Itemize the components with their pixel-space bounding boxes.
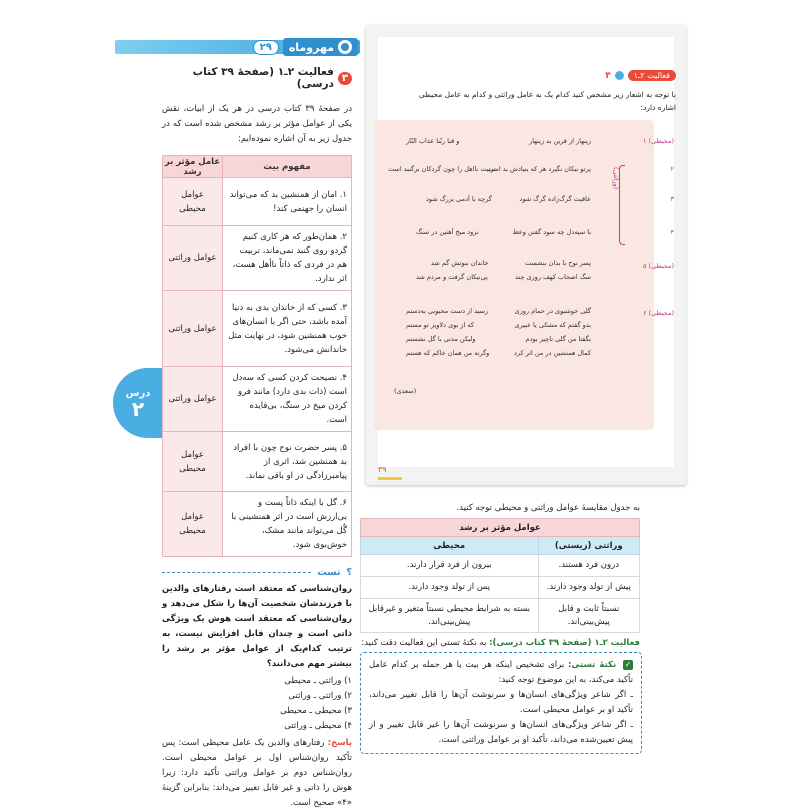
poem-tag: (محیطی) ۶ [642, 309, 674, 317]
test-options [162, 674, 352, 734]
poem-left: وگرنه من همان خاکم که هستم [406, 349, 490, 357]
table-cell: درون فرد هستند. [538, 555, 639, 577]
check-icon: ✓ [624, 660, 632, 669]
book-activity-pill: فعالیت ۲ـ۱ [628, 70, 676, 81]
tip-line-2: ـ اگر شاعر ویژگی‌های انسان‌ها و سرنوشت آن‌ها را غیر قابل تغییر و از پیش تعیین‌شده می‌داند، تأکید او بر عوامل وراثتی است. [369, 720, 633, 745]
option-3: ۳) محیطی ـ محیطی [280, 706, 352, 716]
test-answer [162, 736, 352, 811]
divider [162, 572, 311, 573]
test-question: روان‌شناسی که معتقد است رفتارهای والدین با فرزندشان شخصیت آن‌ها را شکل می‌دهد و روان‌شناسی که معتقد است هوش یک ویژگی ذاتی است و چندان قابل افزایش نیست، به ترتیب کدام‌یک از عوامل مؤثر بر رشد را بیشتر مهم می‌دانند؟ [162, 584, 352, 669]
table-cell: نسبتاً ثابت و قابل پیش‌بینی‌اند. [538, 599, 639, 633]
tip-label: نکتهٔ تستی: [568, 660, 617, 670]
table-row [163, 178, 352, 226]
main-column [162, 66, 352, 811]
page-number-bar [378, 477, 402, 480]
table-main-header: عوامل مؤثر بر رشد [361, 519, 640, 537]
brand-logo-icon [338, 40, 352, 54]
answer-text: رفتارهای والدین یک عامل محیطی است: پس تأکید روان‌شناس اول بر عوامل محیطی است. روان‌شناس دوم بر عوامل وراثتی تأکید دارد: زیرا هوش را ذاتی و غیر قابل تغییر می‌داند: بنابراین گزینهٔ «۴» صحیح است. [162, 738, 352, 808]
table-cell: بسته به شرایط محیطی نسبتاً متغیر و غیرقابل پیش‌بینی‌اند. [361, 599, 539, 633]
tip-line-1: ـ اگر شاعر ویژگی‌های انسان‌ها و سرنوشت آن‌ها را قابل تغییر می‌داند، تأکید او بر عوامل محیطی است. [369, 690, 633, 715]
book-page-number: ۳۹ [378, 465, 387, 474]
table-row [361, 577, 640, 599]
page-number: ۲۹ [253, 40, 279, 55]
poem-left: نرود میخ آهنین در سنگ [416, 228, 479, 236]
concept-cell: ۵. پسر حضرت نوح چون با افراد بد همنشین شد، اثری از پیامبرزادگی در او باقی نماند. [223, 432, 352, 492]
poem-left: گرچه با آدمی بزرگ شود [426, 195, 492, 203]
col-header-environmental: محیطی [361, 537, 539, 555]
col-header-factor: عامل مؤثر بر رشد [163, 156, 223, 178]
table-row [163, 432, 352, 492]
lesson-number: ۲ [131, 396, 145, 421]
activity2-label: فعالیت ۲ـ۱ (صفحهٔ ۳۹ کتاب درسی): [489, 638, 640, 648]
poem-right: کمال همنشین در من اثر کرد [514, 349, 591, 357]
option-4: ۴) محیطی ـ وراثتی [284, 721, 352, 731]
col-header-hereditary: وراثتی (زیستی) [538, 537, 639, 555]
poem-left: ولیکن مدتی با گل نشستم [406, 335, 476, 343]
table-cell: پس از تولد وجود دارند. [361, 577, 539, 599]
factor-cell: عوامل وراثتی [163, 226, 223, 291]
poem-left: تربیت نااهل را چون گردکان برگنبد است [388, 165, 496, 173]
factor-cell: عوامل وراثتی [163, 291, 223, 367]
activity2-text: به نکتهٔ تستی این فعالیت دقت کنید: [361, 638, 487, 648]
question-icon: ؟ [346, 567, 352, 578]
poem-right: با سیه‌دل چه سود گفتن وعظ [512, 228, 591, 236]
table-row [163, 367, 352, 432]
factor-cell: عوامل محیطی [163, 178, 223, 226]
poet-name: (سعدی) [394, 387, 417, 395]
poem-right: عاقبت گرگ‌زاده گرگ شود [519, 195, 591, 203]
vertical-tag: (وراثتی) [612, 167, 620, 190]
activity-number: ۳ [338, 72, 352, 85]
table-row [163, 226, 352, 291]
factor-cell: عوامل محیطی [163, 492, 223, 557]
factor-cell: عوامل وراثتی [163, 367, 223, 432]
answer-label: پاسخ: [327, 738, 353, 748]
col-header-concept: مفهوم بیت [223, 156, 352, 178]
book-intro: با توجه به اشعار زیر مشخص کنید کدام یک به عامل وراثتی و کدام به عامل محیطی اشاره دارد: [418, 90, 676, 112]
poem-left: پی‌نیکان گرفت و مردم شد [416, 273, 488, 281]
tip-text: برای تشخیص اینکه هر بیت یا هر جمله بر کدام عامل تأکید می‌کند، به این موضوع توجه کنید: [369, 660, 633, 685]
option-2: ۲) وراثتی ـ وراثتی [288, 691, 352, 701]
option-1: ۱) وراثتی ـ محیطی [284, 676, 352, 686]
poem-right: گلی خوشبوی در حمام روزی [514, 307, 591, 315]
activity-title [162, 66, 352, 90]
concept-cell: ۳. کسی که از خاندان بدی به دنیا آمده باشد، حتی اگر با انسان‌های خوب همنشین شود، در نهایت مثل خاندانش می‌شود. [223, 291, 352, 367]
table-row [361, 599, 640, 633]
brand-badge [283, 38, 358, 56]
poem-right: بدو گفتم که مشکی یا عبیری [514, 321, 591, 329]
poem-right: پسر نوح با بدان بنشست [524, 259, 591, 267]
book-dot-icon [615, 71, 624, 80]
poem-left: که از بوی دلاویز تو مستم [406, 321, 474, 329]
poem-tag: ۳ [670, 195, 674, 203]
table-row [163, 492, 352, 557]
book-activity-num: ۳ [605, 70, 611, 81]
poem-right: زینهار از قرین بد زینهار [529, 137, 591, 145]
comparison-table [360, 518, 640, 633]
lesson-label: درس [125, 387, 151, 399]
poem-right: سگ اصحاب کهف روزی چند [515, 273, 591, 281]
tip-box [360, 652, 642, 754]
poem-tag: ۴ [670, 228, 674, 236]
table-row [361, 555, 640, 577]
tip-intro [369, 658, 633, 688]
concept-cell: ۱. امان از همنشین بد که می‌تواند انسان را جهنمی کند! [223, 178, 352, 226]
poem-right: بگفتا من گلی ناچیز بودم [525, 335, 591, 343]
test-header [162, 567, 352, 578]
poem-left: رسید از دست محبوبی به‌دستم [406, 307, 489, 315]
activity2-line [361, 638, 640, 648]
table-cell: بیرون از فرد قرار دارند. [361, 555, 539, 577]
factor-cell: عوامل محیطی [163, 432, 223, 492]
activity-heading: فعالیت ۲ـ۱ (صفحهٔ ۳۹ کتاب درسی) [192, 66, 334, 90]
page-header [115, 37, 360, 57]
brand-name: مهروماه [288, 40, 334, 54]
poem-tag: ۲ [670, 165, 674, 173]
textbook-page-image [366, 25, 686, 485]
compare-intro: به جدول مقایسهٔ عوامل وراثتی و محیطی توجه کنید. [456, 503, 640, 513]
poem-tag: (محیطی) ۵ [642, 262, 674, 270]
table-row [163, 291, 352, 367]
poem-left: و قنا ربّنا عذاب النّار [406, 137, 460, 145]
poem-tag: (محیطی) ۱ [642, 137, 674, 145]
table-cell: پیش از تولد وجود دارند. [538, 577, 639, 599]
poem-right: پرتو نیکان نگیرد هر که بنیادش بد است [487, 165, 591, 173]
concept-cell: ۲. همان‌طور که هر کاری کنیم گردو روی گنبد نمی‌ماند، تربیت هم در فردی که ذاتاً ناأهل هست، اثر ندارد. [223, 226, 352, 291]
test-label: تست [317, 567, 341, 578]
book-activity-title [605, 70, 676, 81]
concept-cell: ۴. نصیحت کردن کسی که سه‌دل است (ذات بدی دارد) مانند فرو کردن میخ در سنگ، بی‌فایده است. [223, 367, 352, 432]
activity-intro: در صفحهٔ ۳۹ کتاب درسی در هر یک از ابیات، نقش یکی از عوامل مؤثر بر رشد مشخص شده است که در جدول زیر به آن اشاره نموده‌ایم: [162, 104, 352, 144]
lesson-tab [113, 368, 163, 438]
concept-cell: ۶. گل با اینکه ذاتاً پست و بی‌ارزش است در اثر همنشینی با گُل می‌تواند مانند مشک، خوش‌بوی شود. [223, 492, 352, 557]
concept-table [162, 155, 352, 557]
poem-left: خاندان نبوتش گم شد [431, 259, 489, 267]
